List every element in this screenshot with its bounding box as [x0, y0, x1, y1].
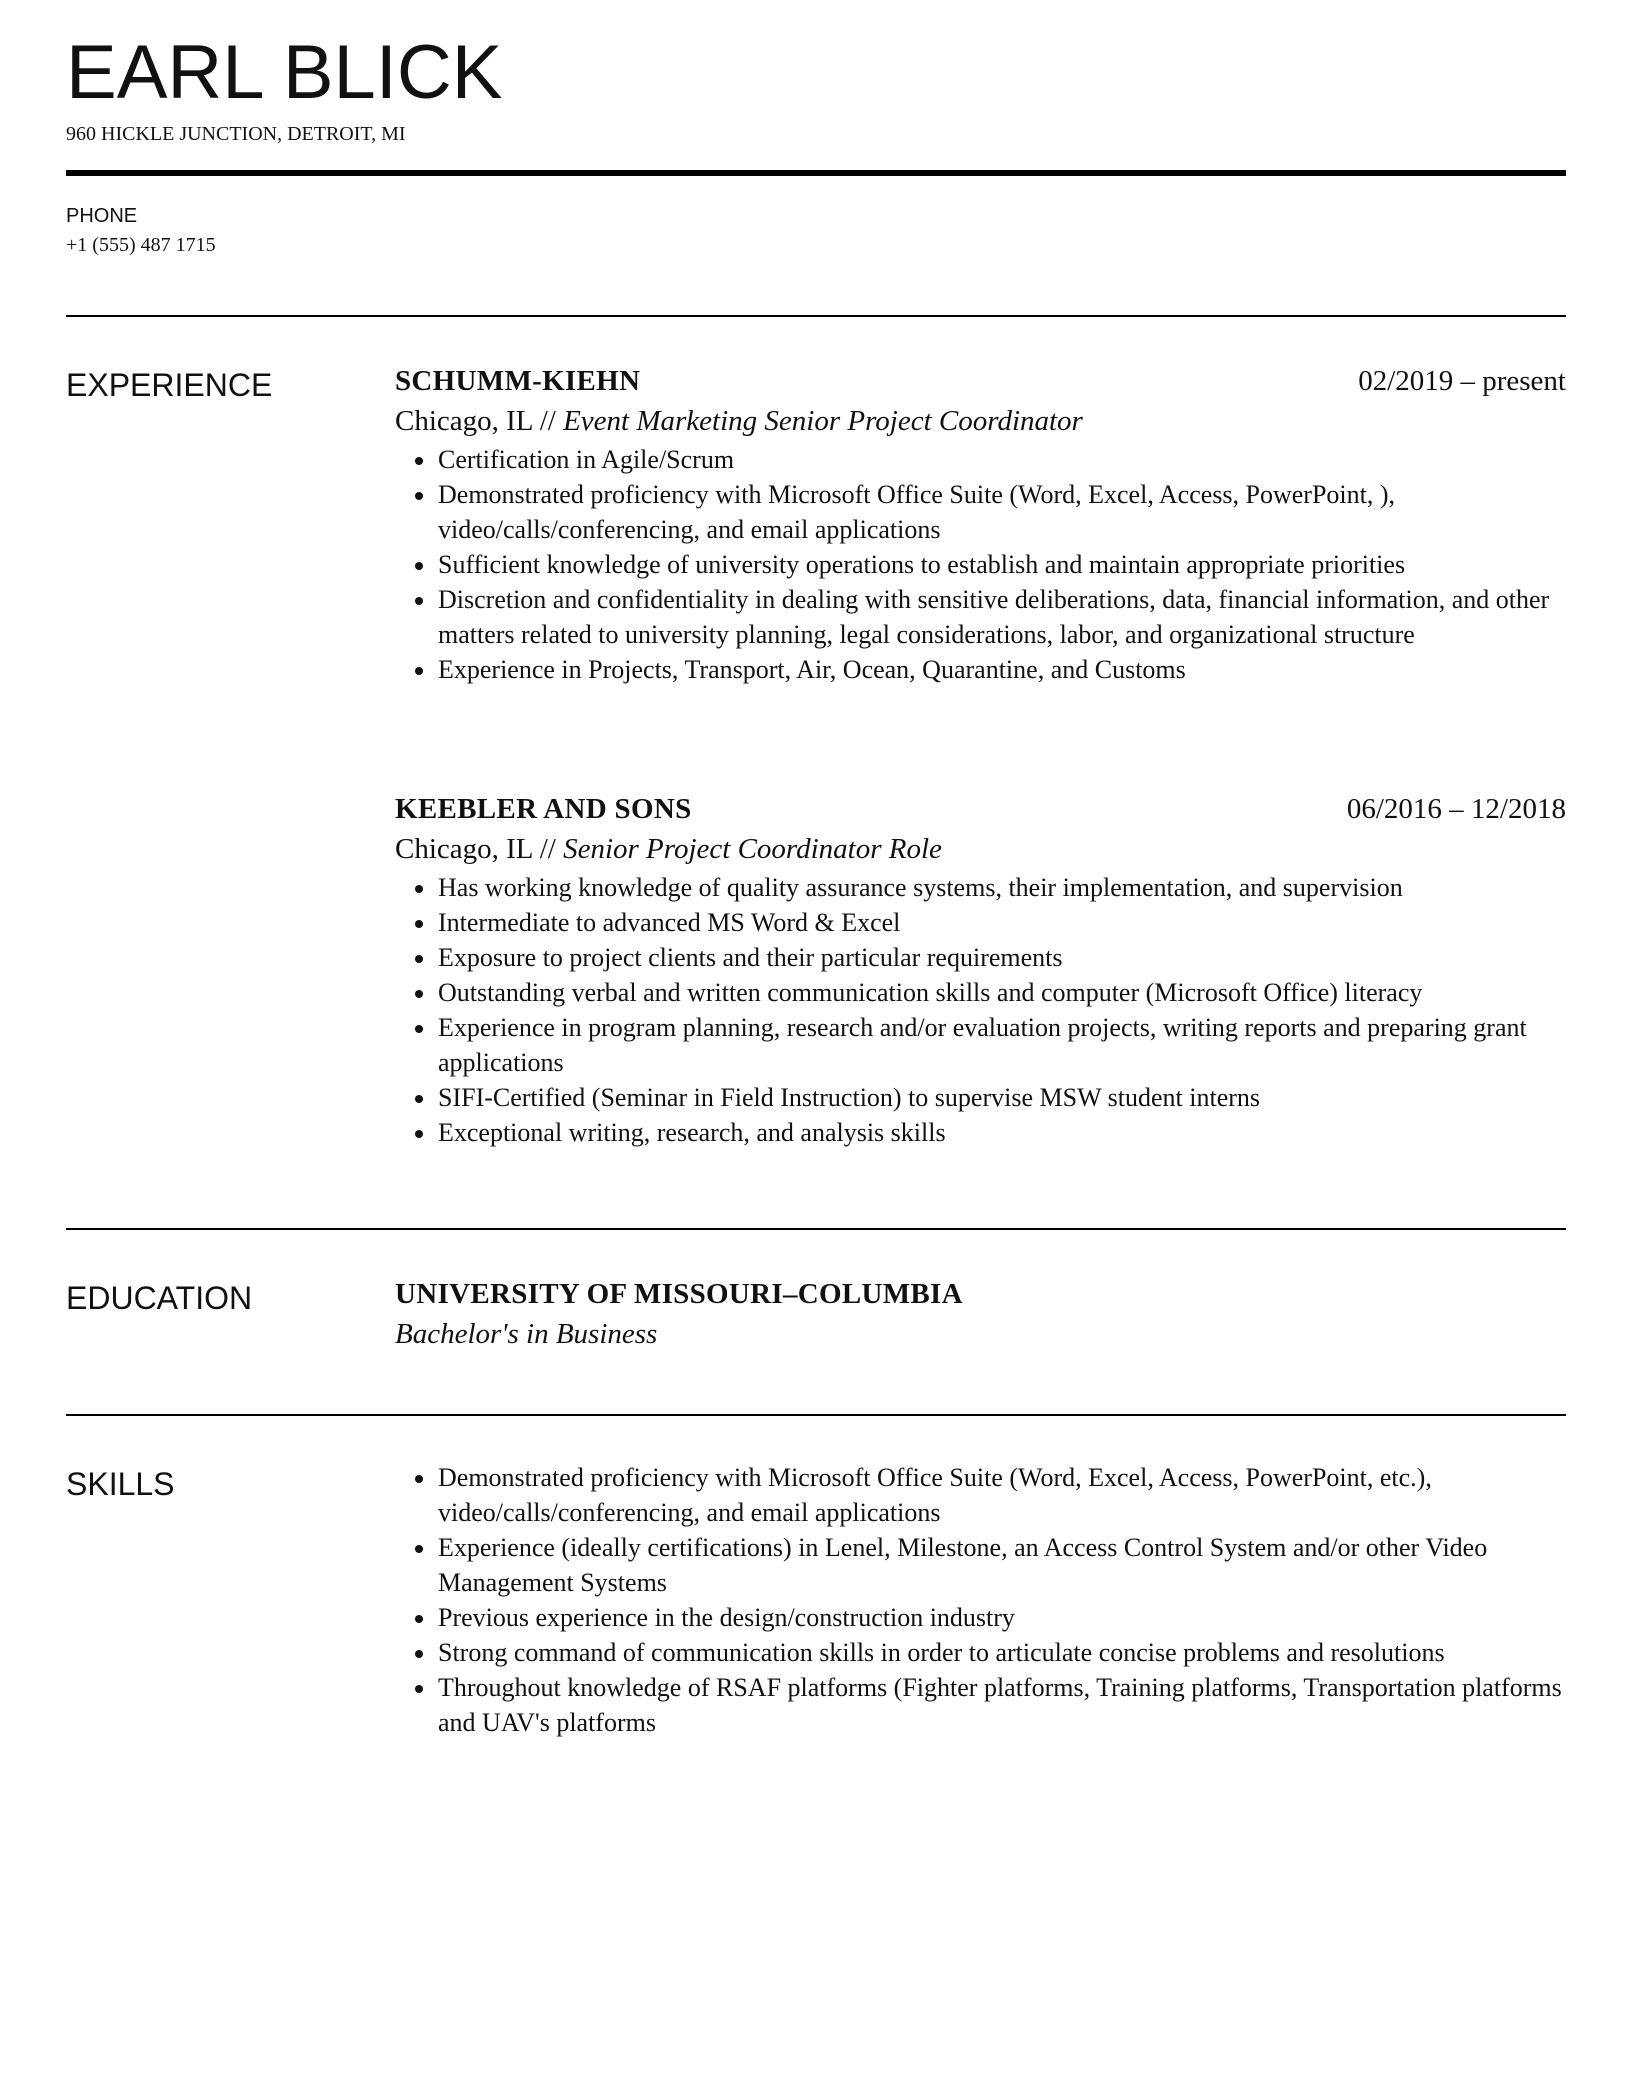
- contact-divider: [66, 315, 1566, 317]
- list-item: Strong command of communication skills in order to articulate concise problems and resolutions: [395, 1635, 1566, 1670]
- list-item: Throughout knowledge of RSAF platforms (Fighter platforms, Training platforms, Transportation platforms and UAV's platforms: [395, 1670, 1566, 1740]
- separator: //: [539, 833, 556, 865]
- list-item: Previous experience in the design/construction industry: [395, 1600, 1566, 1635]
- list-item: Demonstrated proficiency with Microsoft Office Suite (Word, Excel, Access, PowerPoint, etc.), video/calls/conferencing, and email applications: [395, 1460, 1566, 1530]
- list-item: Intermediate to advanced MS Word & Excel: [395, 905, 1566, 940]
- header-divider: [66, 170, 1566, 176]
- location-role-line: [395, 830, 1566, 870]
- entry-header: [395, 362, 1566, 402]
- candidate-name: EARL BLICK: [66, 30, 503, 115]
- candidate-address: 960 HICKLE JUNCTION, DETROIT, MI: [66, 123, 406, 145]
- list-item: Sufficient knowledge of university operations to establish and maintain appropriate priorities: [395, 547, 1566, 582]
- job-location: Chicago, IL: [395, 405, 533, 437]
- employment-dates: 06/2016 – 12/2018: [1346, 793, 1566, 825]
- company-name: SCHUMM-KIEHN: [395, 365, 641, 397]
- education-entry: [395, 1275, 1566, 1353]
- job-bullet-list: [395, 442, 1566, 687]
- education-section-title: EDUCATION: [66, 1280, 253, 1316]
- skills-section-title: SKILLS: [66, 1466, 175, 1502]
- list-item: Demonstrated proficiency with Microsoft Office Suite (Word, Excel, Access, PowerPoint, ), video/calls/conferencing, and email applications: [395, 477, 1566, 547]
- separator: //: [539, 405, 556, 437]
- experience-section-title: EXPERIENCE: [66, 367, 273, 403]
- list-item: Experience (ideally certifications) in Lenel, Milestone, an Access Control System and/or other Video Management Systems: [395, 1530, 1566, 1600]
- list-item: Experience in Projects, Transport, Air, Ocean, Quarantine, and Customs: [395, 652, 1566, 687]
- job-bullet-list: [395, 870, 1566, 1150]
- experience-entry-1: [395, 362, 1566, 687]
- skills-list: [395, 1460, 1566, 1740]
- experience-entry-2: [395, 790, 1566, 1150]
- list-item: Has working knowledge of quality assurance systems, their implementation, and supervision: [395, 870, 1566, 905]
- job-role: Senior Project Coordinator Role: [563, 833, 942, 865]
- job-location: Chicago, IL: [395, 833, 533, 865]
- phone-number: +1 (555) 487 1715: [66, 234, 216, 256]
- degree: Bachelor's in Business: [395, 1318, 658, 1350]
- list-item: Exposure to project clients and their particular requirements: [395, 940, 1566, 975]
- list-item: SIFI-Certified (Seminar in Field Instruction) to supervise MSW student interns: [395, 1080, 1566, 1115]
- company-name: KEEBLER AND SONS: [395, 793, 692, 825]
- location-role-line: [395, 402, 1566, 442]
- skills-list-container: [395, 1460, 1566, 1740]
- employment-dates: 02/2019 – present: [1358, 365, 1566, 397]
- job-role: Event Marketing Senior Project Coordinator: [563, 405, 1083, 437]
- list-item: Experience in program planning, research and/or evaluation projects, writing reports and preparing grant applications: [395, 1010, 1566, 1080]
- list-item: Certification in Agile/Scrum: [395, 442, 1566, 477]
- experience-divider: [66, 1228, 1566, 1230]
- education-divider: [66, 1414, 1566, 1416]
- list-item: Discretion and confidentiality in dealing with sensitive deliberations, data, financial information, and other matters related to university planning, legal considerations, labor, and organizational structure: [395, 582, 1566, 652]
- school-name: UNIVERSITY OF MISSOURI–COLUMBIA: [395, 1278, 963, 1310]
- entry-header: [395, 790, 1566, 830]
- list-item: Exceptional writing, research, and analysis skills: [395, 1115, 1566, 1150]
- list-item: Outstanding verbal and written communication skills and computer (Microsoft Office) literacy: [395, 975, 1566, 1010]
- phone-label: PHONE: [66, 205, 138, 227]
